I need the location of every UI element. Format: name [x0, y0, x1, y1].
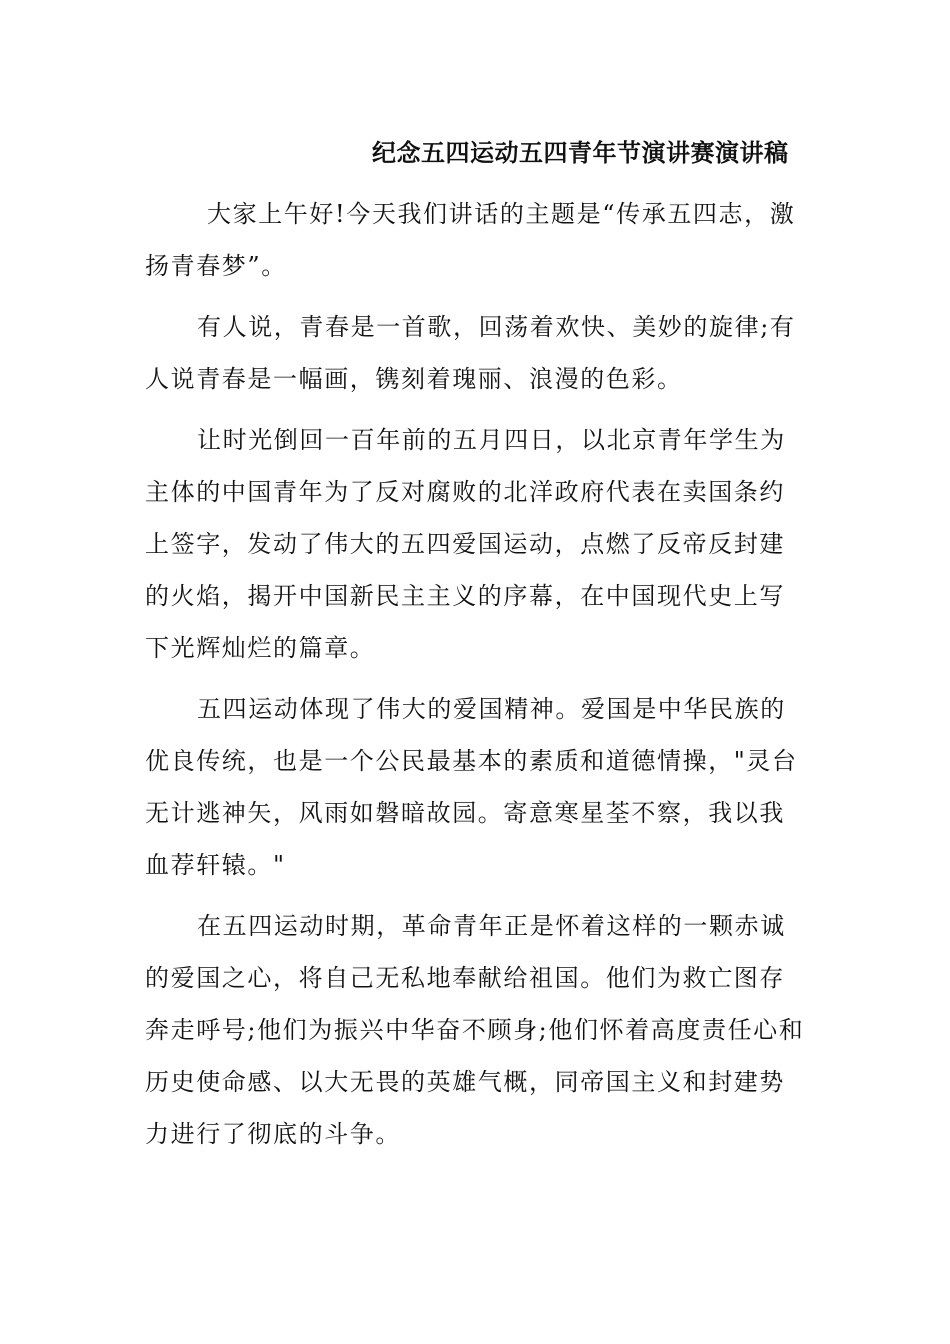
- paragraph-revolutionary-youth: 在五四运动时期，革命青年正是怀着这样的一颗赤诚的爱国之心，将自己无私地奉献给祖国。他们为救亡图存奔走呼号;他们为振兴中华奋不顾身;他们怀着高度责任心和历史使命感、以大无畏的英雄气概，同帝国主义和封建势力进行了彻底的斗争。: [145, 912, 805, 1148]
- paragraph-patriotism: 五四运动体现了伟大的爱国精神。爱国是中华民族的优良传统，也是一个公民最基本的素质和道德情操，"灵台无计逃神矢，风雨如磐暗故园。寄意寒星荃不察，我以我血荐轩辕。": [145, 695, 798, 879]
- document-title: 纪念五四运动五四青年节演讲赛演讲稿: [372, 138, 789, 167]
- paragraph-greeting: 大家上午好!今天我们讲话的主题是“传承五四志，激扬青春梦”。: [145, 200, 796, 280]
- paragraph-history: 让时光倒回一百年前的五月四日，以北京青年学生为主体的中国青年为了反对腐败的北洋政府代表在卖国条约上签字，发动了伟大的五四爱国运动，点燃了反帝反封建的火焰，揭开中国新民主主义的序幕，在中国现代史上写下光辉灿烂的篇章。: [145, 426, 786, 662]
- document-body: [145, 188, 810, 1169]
- paragraph-youth-metaphor: 有人说，青春是一首歌，回荡着欢快、美妙的旋律;有人说青春是一幅画，镌刻着瑰丽、浪漫的色彩。: [145, 313, 796, 393]
